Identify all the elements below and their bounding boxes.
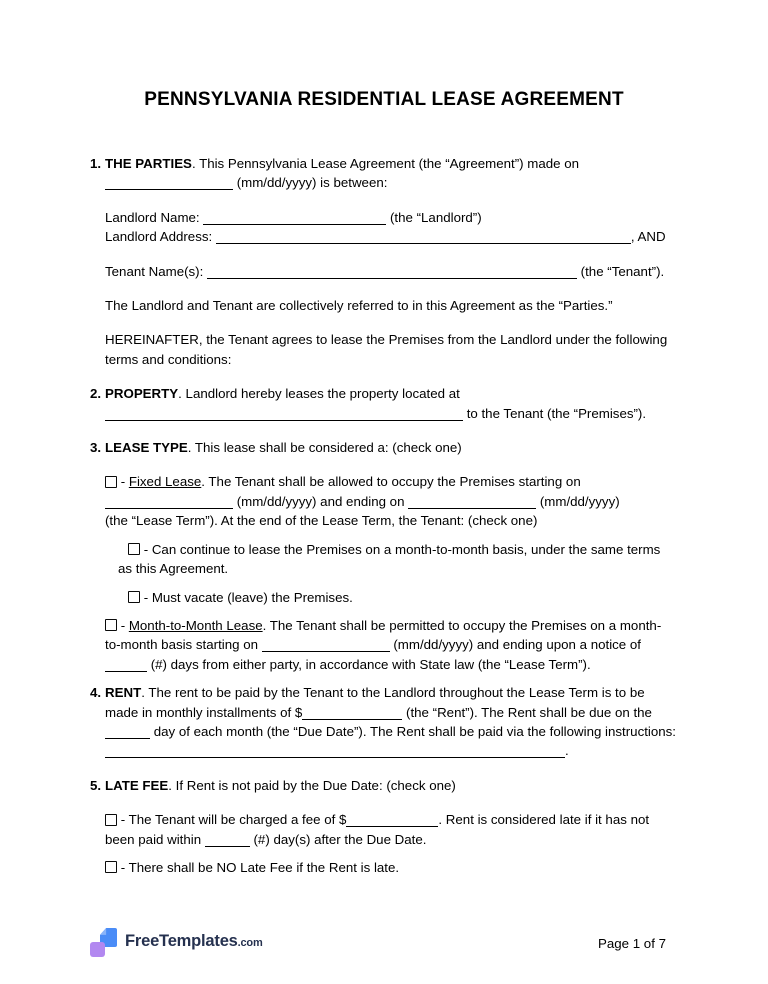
text-run: (#) days from either party, in accordance with State law (the “Lease Term”). — [147, 656, 591, 672]
section-lease-type — [90, 438, 676, 457]
blank-field[interactable] — [105, 496, 233, 509]
brand-suffix-text: .com — [237, 937, 263, 949]
text-run: HEREINAFTER, the Tenant agrees to lease the Premises from the Landlord under the following terms and conditions: — [105, 332, 668, 367]
blank-field[interactable] — [105, 177, 233, 190]
text-run: (the “Lease Term”). At the end of the Lease Term, the Tenant: (check one) — [105, 513, 538, 529]
blank-field[interactable] — [408, 496, 536, 509]
blank-field[interactable] — [302, 707, 402, 720]
underlined-term: Month-to-Month Lease — [128, 617, 263, 633]
text-run: (the “Tenant”). — [576, 263, 665, 279]
text-run: , AND — [630, 229, 666, 245]
section-number: 2. — [90, 386, 102, 402]
text-run: Landlord Address: — [105, 229, 216, 245]
text-run: Tenant Name(s): — [105, 263, 207, 279]
text-run: (#) day(s) after the Due Date. — [249, 831, 427, 847]
section-late-fee — [90, 776, 676, 795]
continue-month-to-month-option — [90, 540, 676, 579]
section-heading: LEASE TYPE — [105, 440, 188, 456]
text-run: - The Tenant will be charged a fee of $ — [117, 812, 347, 828]
section-property — [90, 384, 676, 423]
blank-field[interactable] — [205, 834, 250, 847]
blank-field[interactable] — [262, 639, 390, 652]
checkbox-icon[interactable] — [105, 861, 117, 873]
blank-field[interactable] — [216, 231, 631, 244]
no-late-fee-option — [90, 858, 676, 877]
text-run: (mm/dd/yyyy) — [536, 493, 620, 509]
landlord-fields — [90, 208, 676, 247]
checkbox-icon[interactable] — [105, 476, 117, 488]
blank-field[interactable] — [105, 745, 565, 758]
text-run: Landlord Name: — [105, 209, 204, 225]
underlined-term: Fixed Lease — [128, 474, 202, 490]
late-fee-charged-option — [90, 810, 676, 849]
section-heading: THE PARTIES — [105, 156, 192, 171]
freetemplates-logo — [90, 926, 263, 959]
blank-field[interactable] — [105, 726, 150, 739]
text-run: . The Tenant shall be allowed to occupy the Premises starting on — [201, 474, 581, 490]
section-number: 3. — [90, 440, 102, 456]
text-run: - There shall be NO Late Fee if the Rent is late. — [117, 859, 400, 875]
blank-field[interactable] — [105, 408, 463, 421]
section-number: 1. — [90, 156, 102, 171]
checkbox-icon[interactable] — [128, 543, 140, 555]
tenant-fields — [90, 262, 676, 281]
text-run: . If Rent is not paid by the Due Date: (check one) — [168, 777, 456, 793]
month-to-month-lease-option — [90, 616, 676, 674]
hereinafter-clause — [90, 330, 676, 369]
text-run: - Can continue to lease the Premises on a month-to-month basis, under the same terms as this Agreement. — [118, 541, 661, 577]
logo-purple-square-shape — [90, 942, 105, 957]
must-vacate-option — [90, 588, 676, 607]
text-run: (the “Rent”). The Rent shall be due on the — [402, 704, 652, 720]
section-number: 5. — [90, 777, 102, 793]
document-body — [0, 112, 768, 877]
blank-field[interactable] — [346, 814, 438, 827]
section-heading: LATE FEE — [105, 777, 169, 793]
checkbox-icon[interactable] — [128, 591, 140, 603]
text-run: (mm/dd/yyyy) and ending upon a notice of — [389, 637, 641, 653]
section-the-parties — [90, 154, 676, 193]
checkbox-icon[interactable] — [105, 814, 117, 826]
section-rent — [90, 683, 676, 761]
page-number: Page 1 of 7 — [597, 936, 666, 951]
text-run: . Rent is considered late if it has not been paid within — [105, 812, 650, 847]
text-run: - Must vacate (leave) the Premises. — [140, 589, 353, 605]
text-run: (the “Landlord”) — [386, 209, 482, 225]
text-run: (mm/dd/yyyy) and ending on — [233, 493, 409, 509]
text-run: - — [117, 474, 129, 490]
text-run: day of each month (the “Due Date”). The Rent shall be paid via the following instructions: — [150, 723, 676, 739]
text-run: . This Pennsylvania Lease Agreement (the “Agreement”) made on — [191, 156, 579, 171]
checkbox-icon[interactable] — [105, 619, 117, 631]
text-run: . The rent to be paid by the Tenant to the Landlord throughout the Lease Term is to be made in monthly installments of $ — [105, 685, 645, 720]
section-heading: RENT — [105, 685, 142, 701]
text-run: . — [565, 743, 569, 759]
text-run: . Landlord hereby leases the property located at — [178, 386, 460, 402]
document-pages-icon — [90, 927, 117, 958]
section-heading: PROPERTY — [105, 386, 179, 402]
section-number: 4. — [90, 685, 102, 701]
blank-field[interactable] — [207, 266, 577, 279]
text-run: - — [117, 617, 129, 633]
blank-field[interactable] — [105, 659, 147, 672]
fixed-lease-option — [90, 472, 676, 530]
document-title: PENNSYLVANIA RESIDENTIAL LEASE AGREEMENT — [144, 89, 624, 110]
text-run: . The Tenant shall be permitted to occupy the Premises on a month-to-month basis starting on — [105, 617, 662, 653]
text-run: to the Tenant (the “Premises”). — [463, 405, 647, 421]
blank-field[interactable] — [203, 212, 386, 225]
parties-clause — [90, 296, 676, 315]
brand-name — [125, 926, 263, 959]
text-run: The Landlord and Tenant are collectively referred to in this Agreement as the “Parties.” — [105, 298, 613, 314]
text-run: (mm/dd/yyyy) is between: — [233, 175, 388, 191]
text-run: . This lease shall be considered a: (check one) — [187, 440, 462, 456]
brand-text: FreeTemplates — [125, 932, 238, 950]
